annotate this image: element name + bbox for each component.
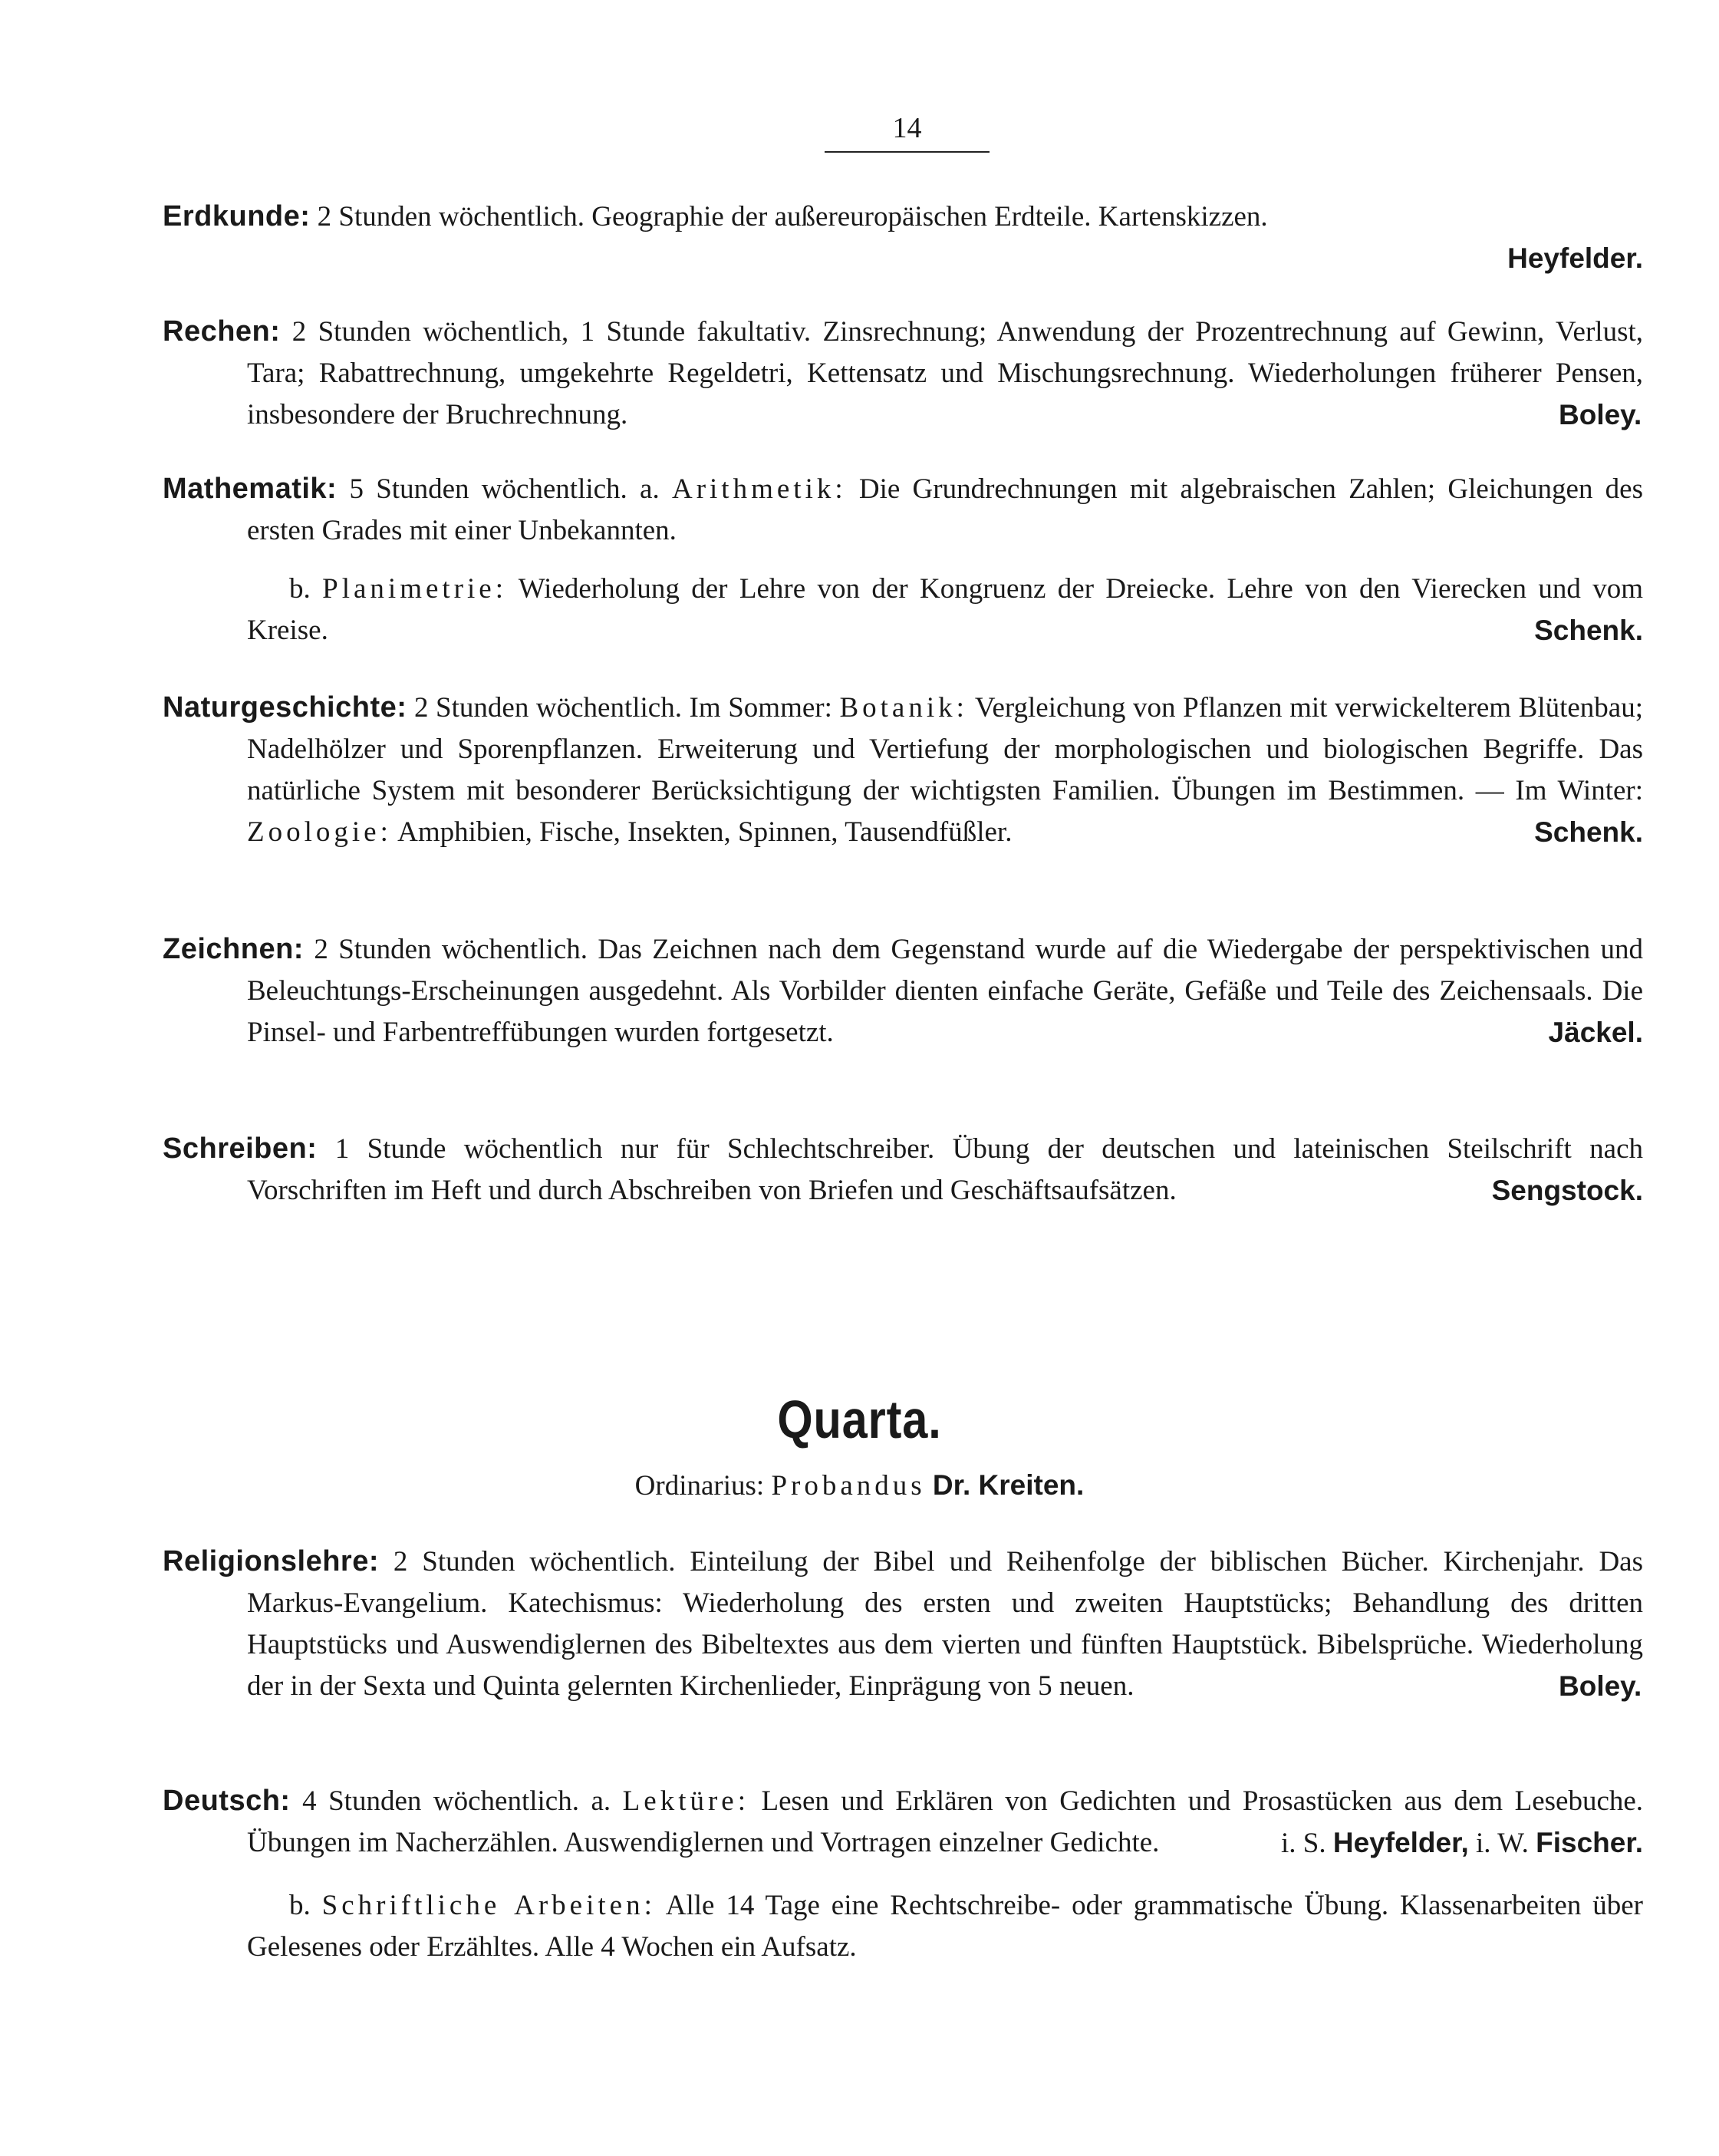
section-text: Wiederholung der Lehre von der Kongruenz der Dreiecke. Lehre von den Vierecken und vom Kreise. xyxy=(247,573,1644,646)
section-text: 1 Stunde wöchentlich nur für Schlechtschreiber. Übung der deutschen und lateinischen Steilschrift nach Vorschriften im Heft und durch Abschreiben von Briefen und Geschäftsaufsätzen. xyxy=(247,1133,1643,1206)
ordinarius-line xyxy=(0,1469,1719,1502)
subject-label: Deutsch: xyxy=(163,1785,291,1817)
teacher-name: Schenk. xyxy=(1534,816,1643,848)
section-text: 4 Stunden wöchentlich. a. xyxy=(302,1785,611,1817)
section-text: 2 Stunden wöchentlich, 1 Stunde fakultativ. Zinsrechnung; Anwendung der Prozentrechnung auf Gewinn, Verlust, Tara; Rabattrechnung, umgekehrte Regeldetri, Kettensatz und Mischungsrechnung. Wiederholungen früherer Pensen, insbesondere der Bruchrechnung. xyxy=(247,316,1644,430)
section-text: 2 Stunden wöchentlich. Geographie der außereuropäischen Erdteile. Kartenskizzen. xyxy=(317,201,1268,232)
ordinarius-name: Dr. Kreiten. xyxy=(932,1469,1085,1501)
spaced-term: Lektüre: xyxy=(622,1785,749,1817)
class-heading: Quarta. xyxy=(777,1390,942,1449)
spaced-term: Probandus xyxy=(771,1470,926,1502)
section-naturgeschichte xyxy=(163,687,1643,853)
spaced-term: Zoologie: xyxy=(247,816,392,848)
section-religionslehre: Religionslehre: 2 Stunden wöchentlich. Einteilung der Bibel und Reihenfolge der biblischen Bücher. Kirchenjahr. Das Markus-Evangelium. Katechismus: Wiederholung des ersten und zweiten Hauptstücks; Behandlung des dritten Hauptstücks und Auswendiglernen des Bibeltextes aus dem vierten und fünften Hauptstück. Bibelsprüche. Wiederholung der in der Sexta und Quinta gelernten Kirchenlieder, Einprägung von 5 neuen. Boley. xyxy=(163,1545,1643,1702)
section-text: Vergleichung von Pflanzen mit verwickelterem Blütenbau; Nadelhölzer und Sporenpflanzen. Erweiterung und Vertiefung der morphologischen und biologischen Begriffe. Das natürliche System mit besonderer Berücksichtigung der wichtigsten Familien. Übungen im Bestimmen. — Im Winter: xyxy=(247,692,1644,806)
teacher-name: Sengstock. xyxy=(1491,1175,1643,1206)
section-text: b. xyxy=(289,573,311,605)
spaced-term: Arithmetik: xyxy=(671,473,847,505)
page-number: 14 xyxy=(825,111,990,153)
subject-label: Schreiben: xyxy=(163,1132,318,1165)
section-text: Amphibien, Fische, Insekten, Spinnen, Tausendfüßler. xyxy=(397,816,1013,848)
spaced-term: Planimetrie: xyxy=(322,573,507,605)
subject-label: Rechen: xyxy=(163,315,281,348)
section-schreiben xyxy=(163,1128,1643,1212)
section-text: 2 Stunden wöchentlich. Einteilung der Bibel und Reihenfolge der biblischen Bücher. Kirchenjahr. Das Markus-Evangelium. Katechismus: Wiederholung des ersten und zweiten Hauptstücks; Behandlung des dritten Hauptstücks und Auswendiglernen des Bibeltextes aus dem vierten und fünften Hauptstück. Bibelsprüche. Wiederholung der in der Sexta und Quinta gelernten Kirchenlieder, Einprägung von 5 neuen. xyxy=(247,1546,1643,1702)
subject-label: Naturgeschichte: xyxy=(163,691,407,724)
teacher-name: Heyfelder. xyxy=(1507,242,1643,274)
subject-label: Religionslehre: xyxy=(163,1545,379,1577)
section-text: Lesen und Erklären von Gedichten und Prosastücken aus dem Lesebuche. Übungen im Nacherzählen. Auswendiglernen und Vortragen einzelner Gedichte. xyxy=(247,1785,1644,1858)
section-text: 2 Stunden wöchentlich. Im Sommer: xyxy=(413,692,832,724)
teacher-name: Heyfelder, xyxy=(1332,1827,1469,1858)
subject-label: Zeichnen: xyxy=(163,933,304,965)
section-zeichnen xyxy=(163,928,1643,1053)
section-text: 5 Stunden wöchentlich. a. xyxy=(349,473,660,505)
teacher-prefix: i. W. xyxy=(1476,1828,1529,1859)
ordinarius-label: Ordinarius: xyxy=(634,1470,765,1502)
teacher-name: Jäckel. xyxy=(1548,1017,1643,1048)
subject-label: Erdkunde: xyxy=(163,200,311,232)
section-deutsch xyxy=(163,1780,1643,1968)
section-text: b. xyxy=(289,1890,311,1921)
teacher-prefix: i. S. xyxy=(1281,1828,1326,1859)
section-text: Die Grundrechnungen mit algebraischen Zahlen; Gleichungen des ersten Grades mit einer Unbekannten. xyxy=(247,473,1644,546)
spaced-term: Botanik: xyxy=(839,692,968,724)
section-mathematik xyxy=(163,468,1643,651)
teacher-name: Fischer. xyxy=(1536,1827,1643,1858)
subject-label: Mathematik: xyxy=(163,473,338,505)
section-text: Alle 14 Tage eine Rechtschreibe- oder grammatische Übung. Klassenarbeiten über Gelesenes oder Erzähltes. Alle 4 Wochen ein Aufsatz. xyxy=(247,1890,1643,1963)
teacher-name: Schenk. xyxy=(1534,615,1643,646)
spaced-term: Schriftliche Arbeiten: xyxy=(321,1890,656,1921)
section-erdkunde xyxy=(163,196,1643,280)
section-text: 2 Stunden wöchentlich. Das Zeichnen nach dem Gegenstand wurde auf die Wiedergabe der perspektivischen und Beleuchtungs-Erscheinungen ausgedehnt. Als Vorbilder dienten einfache Geräte, Gefäße und Teile des Zeichensaals. Die Pinsel- und Farbentreffübungen wurden fortgesetzt. xyxy=(247,934,1643,1048)
teacher-group xyxy=(1281,1822,1643,1864)
section-rechen: Rechen: 2 Stunden wöchentlich, 1 Stunde fakultativ. Zinsrechnung; Anwendung der Prozentrechnung auf Gewinn, Verlust, Tara; Rabattrechnung, umgekehrte Regeldetri, Kettensatz und Mischungsrechnung. Wiederholungen früherer Pensen, insbesondere der Bruchrechnung. Boley. xyxy=(163,315,1644,430)
